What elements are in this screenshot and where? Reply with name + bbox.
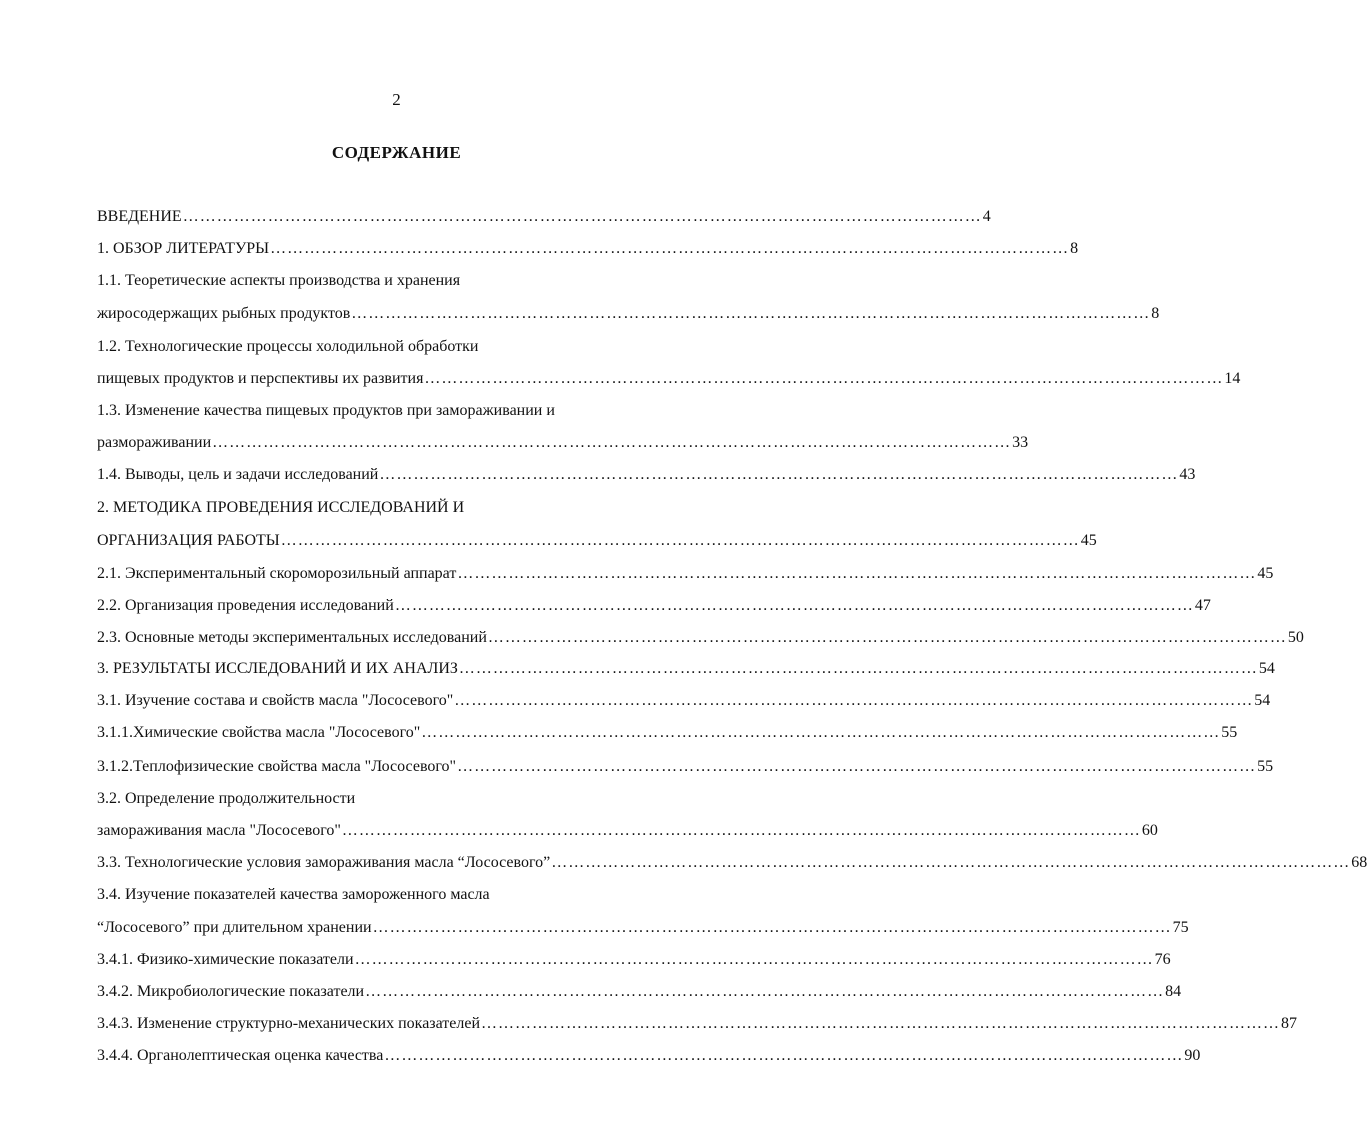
leader-dots: ……………………………………………………………………………………………………………………………: [421, 724, 1221, 741]
toc-entry: [97, 302, 1160, 326]
toc-entry-label: жиросодержащих рыбных продуктов: [97, 305, 351, 322]
toc-entry: [97, 1044, 1201, 1068]
toc-entry: [97, 916, 1189, 940]
toc-entry-page: 87: [1281, 1015, 1298, 1032]
toc-entry: [97, 980, 1182, 1004]
toc-entry: [97, 431, 1029, 455]
leader-dots: ……………………………………………………………………………………………………………………………: [341, 822, 1141, 839]
toc-entry-page: 45: [1257, 565, 1274, 582]
toc-entry-label: 3.4.2. Микробиологические показатели: [97, 983, 365, 1000]
toc-entry-label: “Лососевого” при длительном хранении: [97, 919, 372, 936]
toc-entry-page: 47: [1194, 597, 1211, 614]
toc-entry: [97, 948, 1171, 972]
toc-entry-page: 68: [1351, 854, 1367, 871]
toc-entry-page: 84: [1165, 983, 1182, 1000]
page-number: 2: [392, 90, 401, 109]
leader-dots: ……………………………………………………………………………………………………………………………: [351, 305, 1151, 322]
leader-dots: ……………………………………………………………………………………………………………………………: [457, 565, 1257, 582]
toc-entry: [97, 851, 1367, 875]
toc-entry-label: 3.4. Изучение показателей качества замороженного масла: [97, 886, 490, 903]
leader-dots: ……………………………………………………………………………………………………………………………: [270, 240, 1070, 257]
toc-entry: [97, 626, 1304, 650]
toc-entry-label: 3.1.2.Теплофизические свойства масла "Лососевого": [97, 758, 457, 775]
toc-entry-label: 3.1.1.Химические свойства масла "Лососевого": [97, 724, 421, 741]
toc-entry-page: 54: [1258, 660, 1275, 677]
leader-dots: ……………………………………………………………………………………………………………………………: [424, 370, 1224, 387]
toc-entry: [97, 689, 1271, 713]
leader-dots: ……………………………………………………………………………………………………………………………: [457, 758, 1257, 775]
toc-entry-first-line: [97, 496, 734, 520]
toc-entry-label: замораживания масла "Лососевого": [97, 822, 341, 839]
leader-dots: ……………………………………………………………………………………………………………………………: [379, 466, 1179, 483]
toc-entry-page: 54: [1254, 692, 1271, 709]
toc-entry: [97, 1012, 1298, 1036]
toc-entry-label: 3.3. Технологические условия замораживания масла “Лососевого”: [97, 854, 551, 871]
toc-entry-page: 60: [1141, 822, 1158, 839]
toc-entry-label: размораживании: [97, 434, 212, 451]
toc-entry-page: 76: [1154, 951, 1171, 968]
toc-entry-first-line: [97, 399, 734, 423]
toc-entry: [97, 721, 1238, 745]
toc-entry-label: 1.4. Выводы, цель и задачи исследований: [97, 466, 379, 483]
toc-entry-page: 90: [1184, 1047, 1201, 1064]
leader-dots: ……………………………………………………………………………………………………………………………: [354, 951, 1154, 968]
toc-entry-page: 8: [1151, 305, 1160, 322]
toc-entry: [97, 237, 1079, 261]
toc-entry-label: 1.3. Изменение качества пищевых продуктов при замораживании и: [97, 402, 555, 419]
leader-dots: ……………………………………………………………………………………………………………………………: [384, 1047, 1184, 1064]
toc-entry: [97, 529, 1097, 553]
toc-entry-first-line: [97, 883, 734, 907]
leader-dots: ……………………………………………………………………………………………………………………………: [182, 208, 982, 225]
toc-entry: [97, 205, 991, 229]
toc-entry-page: 43: [1179, 466, 1196, 483]
toc-entry-first-line: [97, 335, 734, 359]
toc-entry-page: 55: [1257, 758, 1274, 775]
toc-entry-first-line: [97, 787, 734, 811]
toc-entry-label: 1.2. Технологические процессы холодильной обработки: [97, 338, 479, 355]
leader-dots: ……………………………………………………………………………………………………………………………: [280, 532, 1080, 549]
toc-entry-label: ВВЕДЕНИЕ: [97, 208, 182, 225]
leader-dots: ……………………………………………………………………………………………………………………………: [458, 660, 1258, 677]
toc-entry-label: 3.1. Изучение состава и свойств масла "Лососевого": [97, 692, 454, 709]
toc-title: СОДЕРЖАНИЕ: [331, 143, 462, 162]
leader-dots: ……………………………………………………………………………………………………………………………: [394, 597, 1194, 614]
leader-dots: ……………………………………………………………………………………………………………………………: [372, 919, 1172, 936]
toc-entry-label: 2. МЕТОДИКА ПРОВЕДЕНИЯ ИССЛЕДОВАНИЙ И: [97, 499, 465, 516]
toc-entry-first-line: [97, 269, 734, 293]
toc-entry-label: ОРГАНИЗАЦИЯ РАБОТЫ: [97, 532, 280, 549]
toc-entry: [97, 657, 1275, 681]
toc-entry-label: 2.3. Основные методы экспериментальных исследований: [97, 629, 487, 646]
toc-entry-page: 45: [1080, 532, 1097, 549]
toc-entry-label: 1. ОБЗОР ЛИТЕРАТУРЫ: [97, 240, 270, 257]
leader-dots: ……………………………………………………………………………………………………………………………: [212, 434, 1012, 451]
toc-entry-page: 55: [1221, 724, 1238, 741]
toc-entry-label: 1.1. Теоретические аспекты производства и хранения: [97, 272, 461, 289]
toc-entry: [97, 367, 1241, 391]
toc-entry: [97, 463, 1196, 487]
toc-entry-page: 75: [1172, 919, 1189, 936]
leader-dots: ……………………………………………………………………………………………………………………………: [365, 983, 1165, 1000]
toc-entry-label: 3.2. Определение продолжительности: [97, 790, 356, 807]
toc-entry-label: 3. РЕЗУЛЬТАТЫ ИССЛЕДОВАНИЙ И ИХ АНАЛИЗ: [97, 660, 458, 677]
leader-dots: ……………………………………………………………………………………………………………………………: [551, 854, 1351, 871]
toc-entry-page: 4: [982, 208, 991, 225]
toc-entry-label: 3.4.3. Изменение структурно-механических показателей: [97, 1015, 481, 1032]
leader-dots: ……………………………………………………………………………………………………………………………: [487, 629, 1287, 646]
toc-entry-label: пищевых продуктов и перспективы их развития: [97, 370, 424, 387]
toc-entry-label: 2.1. Экспериментальный скороморозильный аппарат: [97, 565, 457, 582]
toc-entry: [97, 594, 1211, 618]
toc-entry-page: 14: [1224, 370, 1241, 387]
toc-entry: [97, 819, 1158, 843]
leader-dots: ……………………………………………………………………………………………………………………………: [481, 1015, 1281, 1032]
toc-entry: [97, 562, 1274, 586]
toc-entry: [97, 755, 1274, 779]
leader-dots: ……………………………………………………………………………………………………………………………: [454, 692, 1254, 709]
toc-entry-page: 50: [1287, 629, 1304, 646]
toc-entry-page: 8: [1070, 240, 1079, 257]
toc-entry-label: 2.2. Организация проведения исследований: [97, 597, 394, 614]
toc-entry-page: 33: [1012, 434, 1029, 451]
toc-entry-label: 3.4.1. Физико-химические показатели: [97, 951, 354, 968]
toc-entry-label: 3.4.4. Органолептическая оценка качества: [97, 1047, 384, 1064]
